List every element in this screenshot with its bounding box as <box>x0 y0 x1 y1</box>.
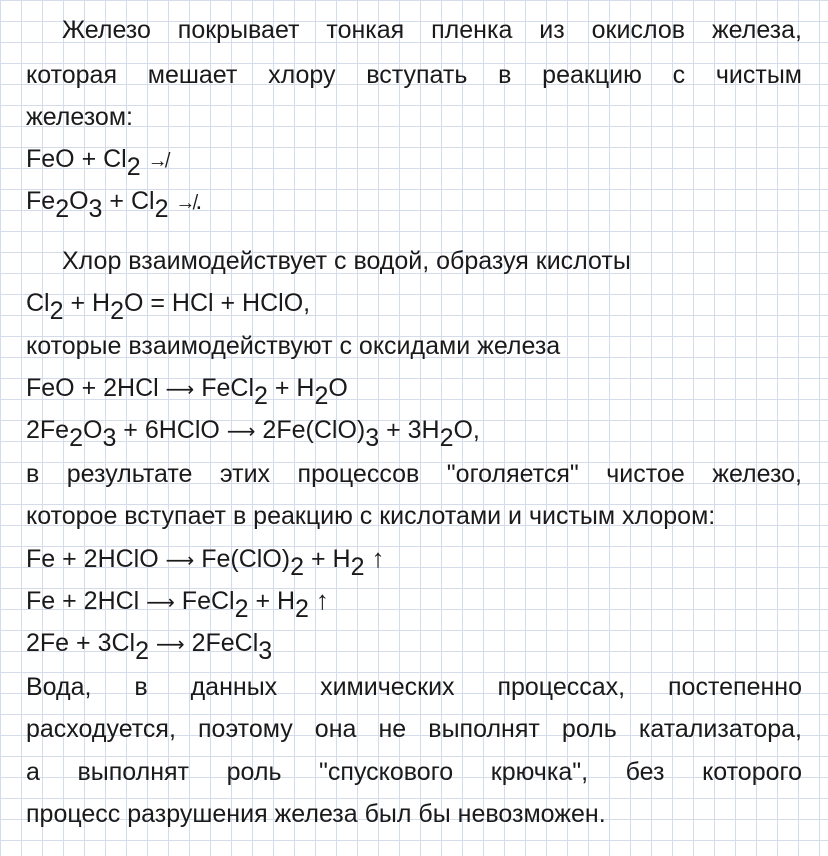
paragraph4-line4: процесс разрушения железа был бы невозможен. <box>26 800 606 828</box>
equation-fe-hclo: Fe + 2HClO ⟶ $Fe(ClO)_2 + H_2$ ↑ <box>26 543 385 581</box>
paragraph4-line2: расходуется, поэтому она не выполнят роль катализатора, <box>26 715 802 743</box>
reaction-arrow-icon: ⟶ <box>226 421 256 443</box>
gas-release-arrow-icon: ↑ <box>315 585 329 615</box>
equation-fe2o3-hclo: $2Fe_2O_3$ + 6HClO ⟶ $2Fe(ClO)_3 + 3H_2O$, <box>26 416 480 452</box>
not-reacting-arrow-icon: ↛ <box>147 150 168 172</box>
equation-feo-hcl: FeO + 2HCl ⟶ FeCl$_2$ + $H_2O$ <box>26 374 348 410</box>
reaction-arrow-icon: ⟶ <box>155 634 185 656</box>
equation-cl2-h2o: $Cl_2 + H_2O$ = HCl + HClO, <box>26 289 311 325</box>
equation-fe-cl2: $2Fe + 3Cl_2$ ⟶ 2FeCl$_3$ <box>26 629 273 665</box>
equation-fe2o3-cl2: $Fe_2O_3 + Cl_2$ ↛. <box>26 187 203 223</box>
paragraph4-line1: Вода, в данных химических процессах, постепенно <box>26 673 802 701</box>
text-oxides: которые взаимодействуют с оксидами железа <box>26 332 561 360</box>
paragraph1-line2: которая мешает хлору вступать в реакцию с чистым <box>26 61 802 89</box>
reaction-arrow-icon: ⟶ <box>146 592 175 614</box>
reaction-arrow-icon: ⟶ <box>165 379 195 401</box>
gas-release-arrow-icon: ↑ <box>371 543 385 573</box>
not-reacting-arrow-icon: ↛ <box>175 192 196 214</box>
paragraph1-line3: железом: <box>26 103 133 131</box>
equation-fe-hcl: Fe + 2HCl ⟶ FeCl$_2$ + $H_2$ ↑ <box>26 585 329 623</box>
reaction-arrow-icon: ⟶ <box>165 550 195 572</box>
paragraph4-line3: а выполнят роль "спускового крючка", без которого <box>26 758 802 786</box>
paragraph1-line1: Железо покрывает тонкая пленка из окислов железа, <box>62 16 802 44</box>
paragraph3-line1: в результате этих процессов "оголяется" чистое железо, <box>26 460 802 488</box>
equation-feo-cl2: FeO + $Cl_2$ ↛ <box>26 145 168 181</box>
paragraph3-line2: которое вступает в реакцию с кислотами и чистым хлором: <box>26 502 716 530</box>
paragraph2-line1: Хлор взаимодействует с водой, образуя кислоты <box>62 247 631 275</box>
